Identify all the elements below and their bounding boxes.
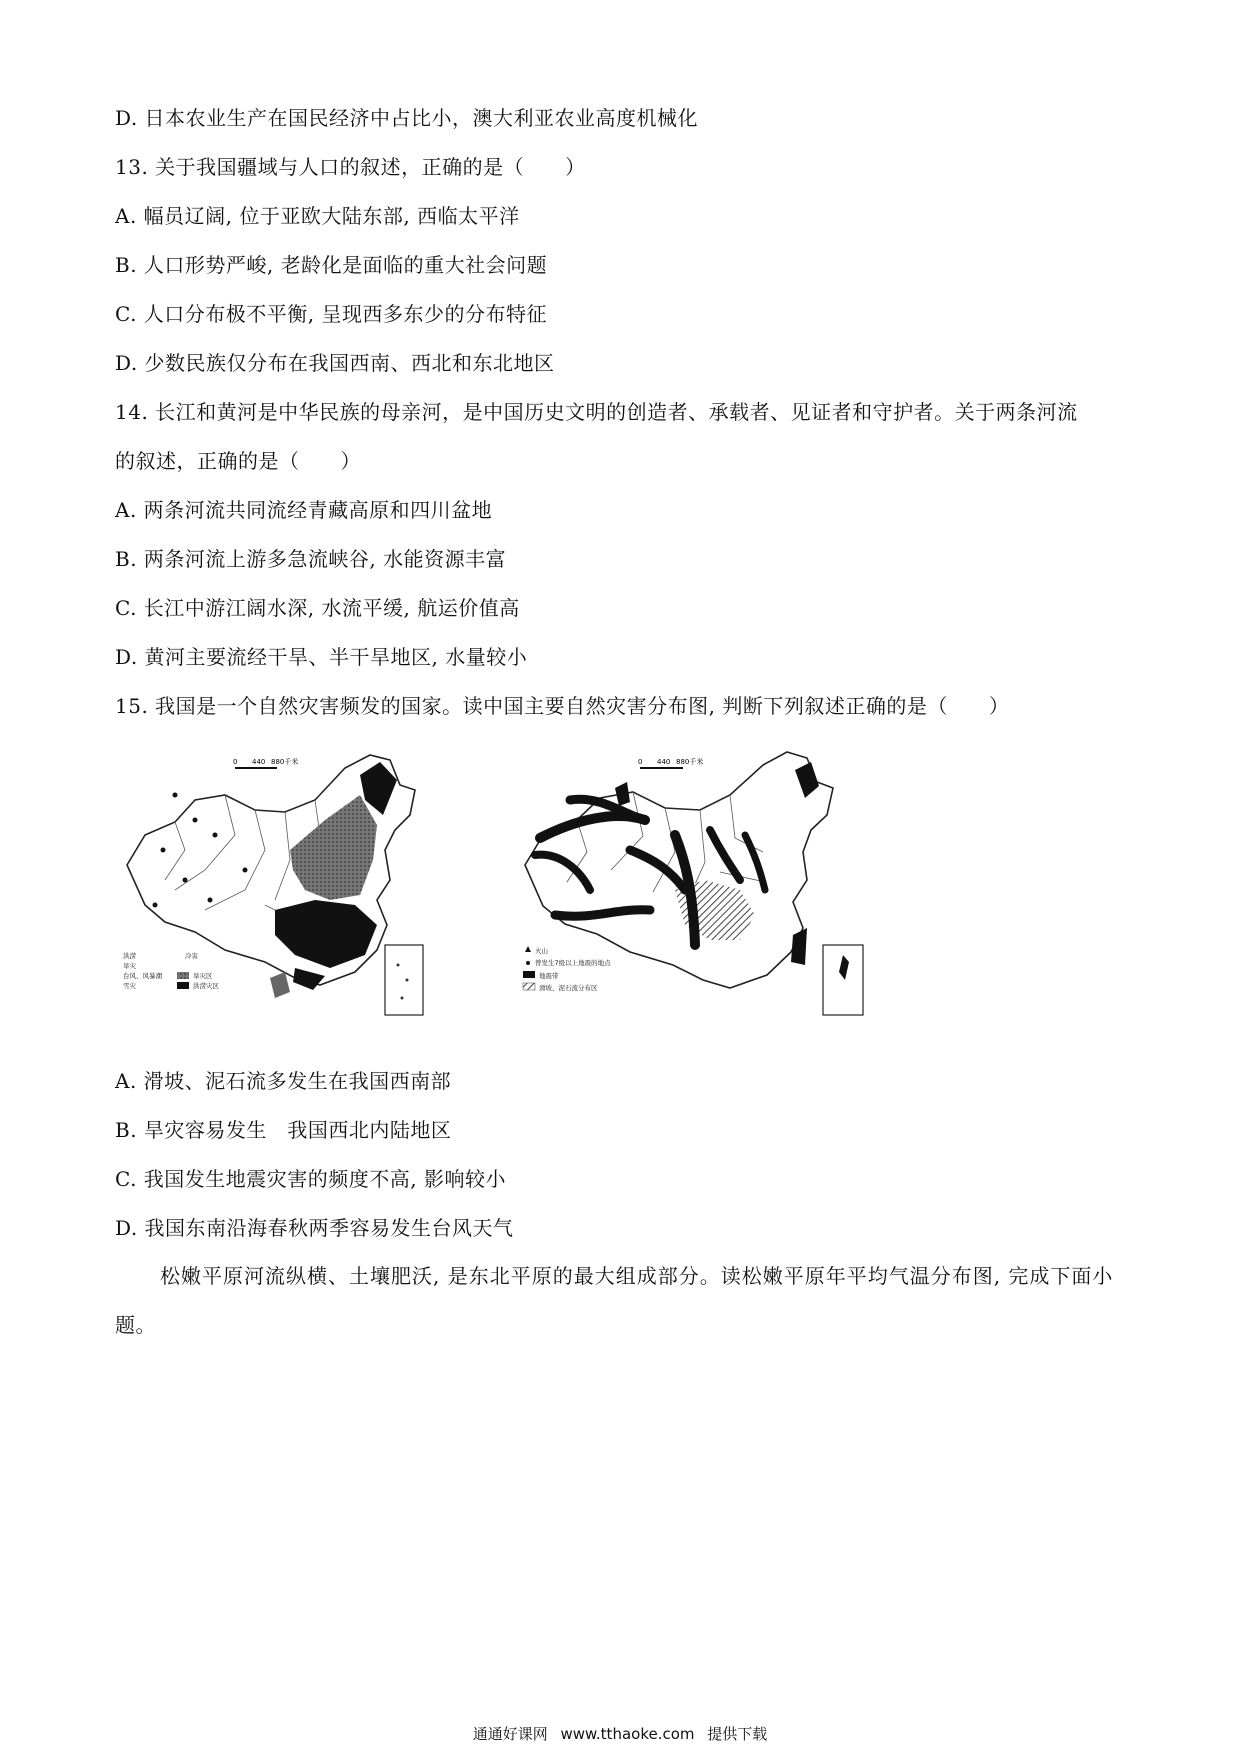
question-13-option-a: A. 幅员辽阔, 位于亚欧大陆东部, 西临太平洋 <box>115 204 520 228</box>
question-14-option-a: A. 两条河流共同流经青藏高原和四川盆地 <box>115 498 493 522</box>
right-legend-seismic-belt: 地震带 <box>539 972 559 980</box>
question-13-option-c: C. 人口分布极不平衡, 呈现西多东少的分布特征 <box>115 302 548 326</box>
question-13-option-b: B. 人口形势严峻, 老龄化是面临的重大社会问题 <box>115 253 548 277</box>
question-15-option-a: A. 滑坡、泥石流多发生在我国西南部 <box>115 1069 452 1093</box>
question-13-option-d: D. 少数民族仅分布在我国西南、西北和东北地区 <box>115 351 555 375</box>
right-map-scale-440: 440 <box>657 758 671 766</box>
question-14-option-b: B. 两条河流上游多急流峡谷, 水能资源丰富 <box>115 547 507 571</box>
right-legend-volcano: 火山 <box>535 947 548 955</box>
left-map-scale-440: 440 <box>252 758 266 766</box>
left-legend-flood: 洪涝 <box>123 952 136 960</box>
right-legend-landslide-zone: 滑坡、泥石流分布区 <box>539 984 598 992</box>
question-15-option-d: D. 我国东南沿海春秋两季容易发生台风天气 <box>115 1216 514 1240</box>
left-legend-drought-zone: 旱灾区 <box>193 972 213 980</box>
left-map-scale-880: 880千米 <box>271 758 299 766</box>
left-legend-snow: 雪灾 <box>123 982 136 990</box>
passage-line1: 松嫩平原河流纵横、土壤肥沃, 是东北平原的最大组成部分。读松嫩平原年平均气温分布图, 完成下面小 <box>160 1264 1114 1288</box>
left-legend-cold: 冷害 <box>185 952 198 960</box>
line-option-12d: D. 日本农业生产在国民经济中占比小，澳大利亚农业高度机械化 <box>115 106 699 130</box>
left-legend-typhoon: 台风、风暴潮 <box>123 972 162 980</box>
disaster-map-earthquake-landslide <box>515 740 875 1030</box>
left-legend-drought: 旱灾 <box>123 962 136 970</box>
question-15-option-c: C. 我国发生地震灾害的频度不高, 影响较小 <box>115 1167 507 1191</box>
right-map-scale-0: 0 <box>638 758 643 766</box>
page-footer <box>0 1723 1240 1745</box>
question-15-option-b: B. 旱灾容易发生 我国西北内陆地区 <box>115 1118 452 1142</box>
footer-site-name: 通通好课网 <box>472 1725 548 1743</box>
left-map-scale-0: 0 <box>233 758 238 766</box>
question-15-stem: 15. 我国是一个自然灾害频发的国家。读中国主要自然灾害分布图, 判断下列叙述正确的是（ ） <box>115 694 1010 718</box>
footer-suffix: 提供下载 <box>707 1725 768 1743</box>
passage-line2: 题。 <box>115 1313 156 1337</box>
question-13-stem: 13. 关于我国疆域与人口的叙述，正确的是（ ） <box>115 155 586 179</box>
left-legend-flood-zone: 洪涝灾区 <box>193 982 219 990</box>
disaster-map-flood-drought <box>115 740 440 1030</box>
right-legend-earthquake-site: 曾发生7级以上地震的地点 <box>535 959 611 967</box>
question-14-option-c: C. 长江中游江阔水深, 水流平缓, 航运价值高 <box>115 596 520 620</box>
question-14-option-d: D. 黄河主要流经干旱、半干旱地区, 水量较小 <box>115 645 528 669</box>
right-map-scale-880: 880千米 <box>676 758 704 766</box>
question-14-stem-line2: 的叙述，正确的是（ ） <box>115 449 361 473</box>
footer-url: www.tthaoke.com <box>560 1725 695 1743</box>
question-14-stem-line1: 14. 长江和黄河是中华民族的母亲河，是中国历史文明的创造者、承载者、见证者和守护者。关于两条河流 <box>115 400 1078 424</box>
